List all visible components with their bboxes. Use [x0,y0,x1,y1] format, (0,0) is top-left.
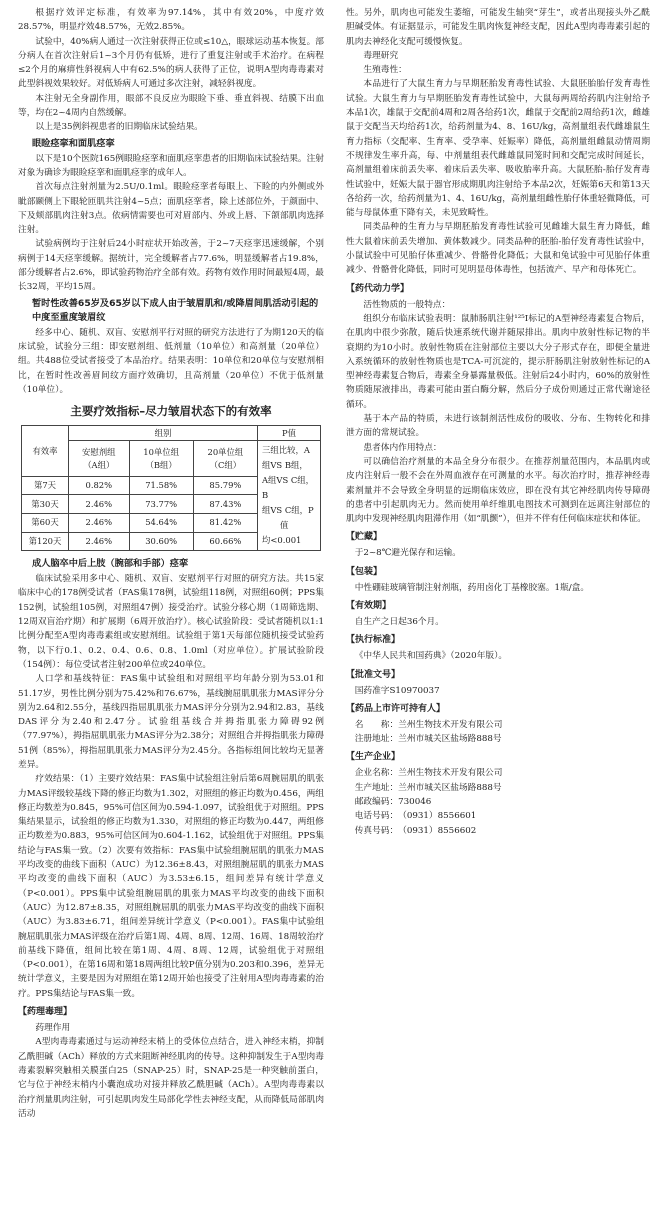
section-heading: 【贮藏】 [346,532,383,543]
table-row: 第120天 2.46% 30.60% 60.66% [22,532,321,551]
paragraph: 根据疗效评定标准，有效率为97.14%，其中有效20%，中度疗效28.57%，明显疗效48.57%，无效2.85%。 [18,8,324,33]
section-heading: 【有效期】 [346,600,392,611]
paragraph: 国药准字S10970037 [354,685,440,696]
section-heading: 【药代动力学】 [346,283,410,294]
section-heading: 【药品上市许可持有人】 [346,703,446,714]
paragraph: 中性硼硅玻璃管制注射剂瓶，药用卤化丁基橡胶塞。1瓶/盒。 [354,582,590,593]
manufacturer-address: 生产地址： 兰州市城关区盐场路888号 [354,782,502,793]
section-heading: 眼睑痉挛和面肌痉挛 [32,137,115,149]
paragraph: 于2~8℃避光保存和运输。 [354,548,461,559]
section-heading: 【药理毒理】 [18,1007,73,1018]
table-header-p: P值 [258,426,321,441]
paragraph: 首次每点注射剂量为2.5U/0.1ml。眼睑痉挛者每眼上、下睑的内外侧或外眦部颞侧上下眼轮匝肌共注射4~5点；面肌痉挛者，除上述部位外，于颜面中、下及颊部肌肉注射3点。依病情需要也可对眉部内、外或上唇、下颌部肌肉选择注射。 [18,182,324,236]
manufacturer-phone: 电话号码： （0931）8556601 [354,811,477,822]
table-p-cell: 三组比较，A 组VS B组， A组VS C组，B 组VS C组，P 值 均<0.001 [258,441,321,551]
manufacturer-fax: 传真号码： （0931）8556602 [354,825,477,836]
left-column [18,6,324,1121]
paragraph: 临床试验采用多中心、随机、双盲、安慰剂平行对照的研究方法。共15家临床中心的178例受试者（FAS集178例，试验组118例，对照组60例；PPS集152例，试验组105例，对照组47例）接受治疗。试验分移心期（1周筛选期、12周双盲治疗期）和扩展期（6周开放治疗）。核心试验阶段：受试者随机以1:1比例分配至A型肉毒毒素组或安慰剂组。试验组于第1天每部位随机接受试验药物，以下行0.1、0.2、0.4、0.6、0.8、1.0ml（对应单位）。扩展试验阶段（154例）：每位受试者注射200单位或240单位。 [18,574,324,670]
paragraph: 本品进行了大鼠生育力与早期胚胎发育毒性试验、大鼠胚胎胎仔发育毒性试验。大鼠生育力与早期胚胎发育毒性试验中，大鼠每两周给药肌内注射给予本品1次，雄鼠于交配前4周和2周各给药1次，雌鼠于交配前2周给药1次，雌雄鼠于交配当天均给药1次，给药剂量为4、8、16U/kg，高剂量组表代雌雄鼠生育力指标（交配率、生育率、受孕率、妊娠率）降低，高剂量组雌鼠动情周期不规律发生率升高，每、中剂量组表代雌雄鼠同笼时间和交配完成时间延长，高剂量组着床前丢失率、着床后丢失率、吸收胎率升高。大鼠胚胎-胎仔发育毒性试验中，妊娠大鼠于器官形成期肌肉注射给予本品2次，妊娠第6天和第13天各给药一次，给药剂量为1、4、16U/kg，高剂量组雌性胎仔体重轻微降低，可能与母鼠体重下降有关，未见致畸性。 [346,79,650,219]
holder-name: 名 称： 兰州生物技术开发有限公司 [354,719,503,730]
table-header-cell: 10单位组 （B组） [129,441,193,477]
table-title: 主要疗效指标–尽力皱眉状态下的有效率 [70,404,272,419]
paragraph: 以下是10个医院165例眼睑痉挛和面肌痉挛患者的旧期临床试验结果。注射对象为确诊为眼睑痉挛和面肌痉挛的成年人。 [18,153,324,178]
paragraph: 性。另外，肌肉也可能发生萎缩，可能发生轴突“芽生”，或者出现接头外乙酰胆碱受体。有证据显示，可能发生肌肉恢复神经支配，因此A型肉毒毒素引起的肌肉去神经化支配可缓慢恢复。 [346,8,650,47]
paragraph: 同类品种的生育力与早期胚胎发育毒性试验可见雌雄大鼠生育力降低，雌性大鼠着床前丢失增加、黄体数减少。同类品种的胚胎-胎仔发育毒性试验中，小鼠试验中可见胎仔体重减少、骨骼骨化降低；大鼠和兔试验中可见胎仔体重减少、骨骼骨化降低，同时可见明显母体毒性，包括流产、早产和母体死亡。 [346,222,650,276]
holder-address: 注册地址： 兰州市城关区盐场路888号 [354,734,502,745]
paragraph: 《中华人民共和国药典》（2020年版）。 [354,651,508,662]
paragraph: A型肉毒毒素通过与运动神经末梢上的受体位点结合，进入神经末梢，抑制乙酰胆碱（ACh）释放的方式来阻断神经肌肉的传导。这种抑制发生于A型肉毒毒素裂解突触相关膜蛋白25（SNAP-25）时，SNAP-25是一种突触前蛋白，它与位于神经末梢内小囊泡成功对接并释放乙酰胆碱（ACh）。A型肉毒毒素以治疗剂量肌肉注射，可引起肌肉发生局部化学性去神经支配，从而降低局部肌肉活动 [18,1037,324,1119]
paragraph: 经多中心、随机、双盲、安慰剂平行对照的研究方法进行了为期120天的临床试验，试验分三组：即安慰剂组、低剂量（10单位）和高剂量（20单位）组。共488位受试者接受了本品治疗。结果表明：10单位和20单位与安慰剂相比，在暂时性改善眉间纹方面疗效确切，且高剂量（20单位）不优于低剂量（10单位）。 [18,327,324,395]
paragraph: 毒理研究 [363,50,399,61]
paragraph: 自生产之日起36个月。 [354,616,444,627]
section-heading: 成人脑卒中后上肢（腕部和手部）痉挛 [32,558,189,570]
section-heading: 【执行标准】 [346,635,401,646]
section-heading: 【包装】 [346,566,383,577]
manufacturer-name: 企业名称： 兰州生物技术开发有限公司 [354,768,503,779]
table-header-cell: 20单位组 （C组） [193,441,257,477]
table-row: 第60天 2.46% 54.64% 81.42% [22,514,321,533]
table-row: 第7天 0.82% 71.58% 85.79% [22,476,321,495]
section-heading: 暂时性改善65岁及65岁以下成人由于皱眉肌和/或降眉间肌活动引起的中度至重度皱眉纹 [32,297,319,323]
paragraph: 生殖毒性： [363,65,407,76]
table-header-group: 组别 [69,426,258,441]
efficacy-table [21,425,321,551]
paragraph: 疗效结果：（1）主要疗效结果：FAS集中试验组注射后第6周腕屈肌的肌张力MAS评级较基线下降的修正均数为1.302，对照组的修正均数为0.456，两组修正均数差为0.845，95%可信区间为0.594-1.097，试验组优于对照组。PPS集结果显示，试验组的修正均数为1.330，对照组的修正均数为0.447，两组修正均数差为0.883，95%可信区间为0.604-1.162，试验组优于对照组。PPS集结论与FAS集一致。（2）次要有效指标：FAS集中试验组腕屈肌的肌张力MAS平均改变的曲线下面积（AUC）为12.36±8.43，对照组腕屈肌的肌张力MAS平均改变的曲线下面积（AUC）为3.53±6.15，组间差异有统计学意义（P<0.001）。PPS集中试验组腕屈肌的肌张力MAS平均改变的曲线下面积（AUC）为12.87±8.35，对照组腕屈肌的肌张力MAS平均改变的曲线下面积（AUC）为3.83±6.71，组间差异统计学意义（P<0.001）。FAS集中试验组腕屈肌肌张力MAS评级在治疗后第1周、4周、8周、12周、16周、18周较治疗前基线下降值，组间比较在第1周、4周、8周、12周，试验组优于对照组（P<0.001），在第16周和第18周两组比较P值分别为0.203和0.396，差异无统计学意义，主要是因为对照组在第12周开始也接受了注射用A型肉毒毒素的治疗。PPS集结论与FAS集一致。 [18,774,324,999]
paragraph: 可以确信治疗剂量的本品全身分布很少。在推荐剂量范围内，本品肌肉或皮内注射后一般不会在外周血液存在可测量的水平。每次治疗时，推荐神经毒素剂量并不会导致全身明显的远期临床效应，即在没有其它神经肌肉传导障碍的患者中引起肌肉无力。然而使用单纤维肌电图技术可测到在远离注射部位的肌肉中发现神经肌肉阻滞作用（如“肌颤”），但并不伴有任何临床症状和体征。 [346,456,650,525]
manufacturer-zip: 邮政编码： 730046 [354,797,432,808]
paragraph: 患者体内作用特点： [363,442,442,453]
paragraph: 试验病例均于注射后24小时症状开始改善，于2~7天痉挛迅速缓解，个别病例于14天痉挛缓解。据统计，完全缓解者占77.6%，明显缓解者占19.8%，部分缓解者占2.6%，即试验药物治疗全部有效。药物有效作用时间最短4周，最长32周，平均15周。 [18,239,324,293]
table-header-cell: 安慰剂组 （A组） [69,441,130,477]
paragraph: 以上是35例斜视患者的旧期临床试验结果。 [35,122,203,133]
paragraph: 基于本产品的特质，未进行该制剂活性成份的吸收、分布、生物转化和排泄方面的常规试验。 [346,414,650,439]
section-heading: 【生产企业】 [346,752,401,763]
section-heading: 【批准文号】 [346,669,401,680]
paragraph: 药理作用 [35,1023,71,1034]
paragraph: 试验中，40%病人通过一次注射获得正位或≤10△，眼球运动基本恢复。部分病人在首次注射后1~3个月仍有低矫，进行了重复注射或手术治疗。在病程≤2个月的麻痹性斜视病人中有62.5%的病人获得了正位，说明A型肉毒毒素对此型斜视效果较好。对低矫病人可通过多次注射，减轻斜视度。 [18,36,324,90]
table-header-effect: 有效率 [22,426,69,477]
table-row: 第30天 2.46% 73.77% 87.43% [22,495,321,514]
paragraph: 人口学和基线特征：FAS集中试验组和对照组平均年龄分别为53.01和51.17岁，男性比例分别为75.42%和76.67%，基线腕屈肌肌张力MAS评分分别为2.64和2.55分，基线四指屈肌肌张力MAS评分分别为2.94和2.83，基线DAS评分为2.40和2.47分。试验组基线合并拇指肌张力障碍92例（77.97%），拇指屈肌肌张力MAS评分为2.38分；对照组合并拇指肌张力障碍51例（85%），拇指屈肌肌张力MAS评分为2.45分。各指标组间比较均无显著差异。 [18,674,324,770]
right-column [346,6,650,838]
paragraph: 组织分布临床试验表明：鼠肺肠肌注射¹²⁵I标记的A型神经毒素复合物后，在肌肉中很少弥散，随后快速系统代谢并随尿排出。肌肉中放射性标记物的半衰期约为10小时。放射性物质在注射部位主要以大分子形式存在，即便全量进入系统循环的放射性物质也是TCA-可沉淀的，提示肝肠肌注射放射性标记的A型神经毒素复合物后，毒素全身暴露量极低。注射后24小时内，60%的放射性物质随尿液排出，毒素可能由蛋白酶分解，然后分子成份则通过正常代谢途径循环。 [346,313,650,410]
paragraph: 活性物质的一般特点： [363,299,451,310]
paragraph: 本注射无全身副作用，眼部不良反应为眼睑下垂、垂直斜视、结膜下出血等，均在2~4周内自然缓解。 [18,93,324,119]
